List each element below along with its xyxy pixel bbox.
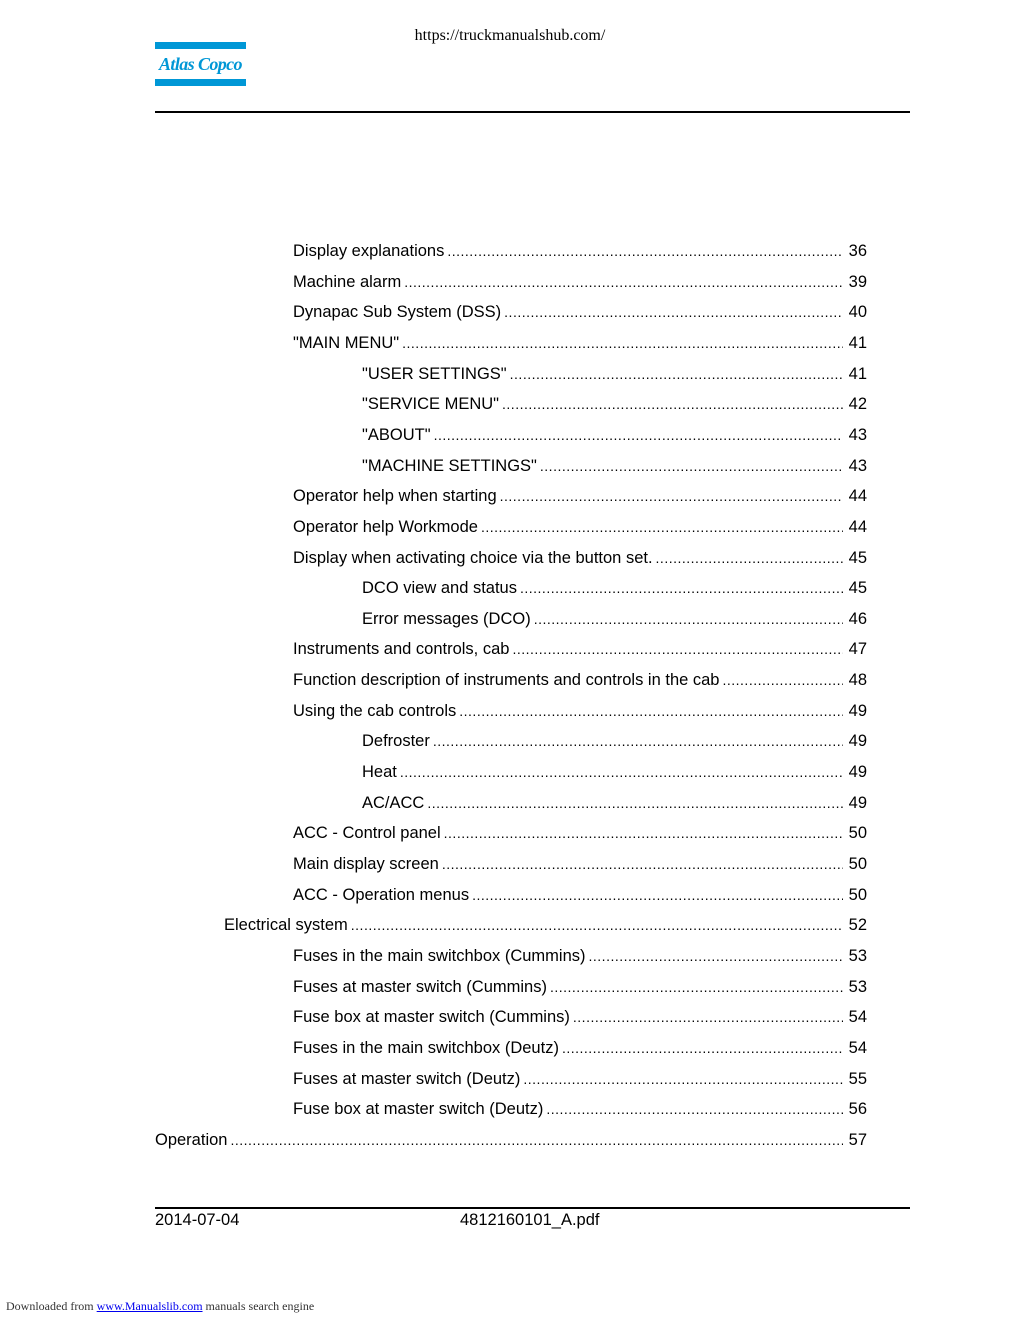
toc-entry-page: 50 — [848, 886, 867, 904]
toc-entry[interactable] — [293, 332, 867, 354]
toc-entry-label: Function description of instruments and controls in the cab — [293, 671, 720, 689]
toc-dot-leader — [540, 455, 843, 477]
manualslib-link[interactable]: www.Manualslib.com — [96, 1299, 203, 1313]
toc-entry-label: Using the cab controls — [293, 702, 457, 720]
download-note-prefix: Downloaded from — [6, 1299, 94, 1313]
toc-entry-page: 47 — [848, 640, 867, 658]
toc-entry-page: 48 — [848, 671, 867, 689]
toc-entry-page: 44 — [848, 518, 867, 536]
toc-entry-page: 46 — [848, 610, 867, 628]
toc-entry[interactable] — [362, 424, 867, 446]
toc-entry[interactable] — [362, 792, 867, 814]
toc-dot-leader — [523, 1068, 843, 1090]
toc-entry-label: ACC - Control panel — [293, 824, 441, 842]
toc-entry-page: 49 — [848, 702, 867, 720]
toc-entry-label: Main display screen — [293, 855, 439, 873]
toc-entry-page: 45 — [848, 549, 867, 567]
toc-entry-label: AC/ACC — [362, 794, 425, 812]
toc-entry[interactable] — [293, 638, 867, 660]
toc-entry-label: DCO view and status — [362, 579, 517, 597]
toc-entry[interactable] — [293, 669, 867, 691]
toc-entry[interactable] — [293, 271, 867, 293]
toc-dot-leader — [722, 669, 843, 691]
toc-dot-leader — [447, 240, 843, 262]
toc-dot-leader — [351, 914, 843, 936]
toc-dot-leader — [230, 1129, 843, 1151]
toc-entry[interactable] — [362, 363, 867, 385]
toc-dot-leader — [520, 577, 843, 599]
toc-entry-label: "ABOUT" — [362, 426, 431, 444]
footer-rule — [155, 1207, 910, 1209]
toc-dot-leader — [404, 271, 843, 293]
toc-entry[interactable] — [155, 1129, 867, 1151]
toc-entry-label: Fuses at master switch (Deutz) — [293, 1070, 521, 1088]
toc-entry-label: Error messages (DCO) — [362, 610, 531, 628]
toc-dot-leader — [589, 945, 843, 967]
toc-entry-label: Operation — [155, 1131, 228, 1149]
toc-entry-label: Machine alarm — [293, 273, 402, 291]
toc-dot-leader — [427, 792, 843, 814]
toc-dot-leader — [434, 424, 843, 446]
toc-entry-page: 43 — [848, 457, 867, 475]
toc-entry-page: 50 — [848, 824, 867, 842]
toc-entry-page: 41 — [848, 334, 867, 352]
download-note-suffix: manuals search engine — [205, 1299, 315, 1313]
toc-dot-leader — [433, 730, 843, 752]
toc-dot-leader — [472, 884, 843, 906]
toc-dot-leader — [442, 853, 843, 875]
toc-entry-label: Fuses in the main switchbox (Deutz) — [293, 1039, 559, 1057]
toc-entry-label: Operator help when starting — [293, 487, 497, 505]
toc-entry-page: 52 — [848, 916, 867, 934]
toc-entry-page: 39 — [848, 273, 867, 291]
toc-entry-page: 41 — [848, 365, 867, 383]
toc-entry[interactable] — [293, 485, 867, 507]
toc-entry-label: Heat — [362, 763, 397, 781]
toc-dot-leader — [444, 822, 843, 844]
toc-dot-leader — [512, 638, 843, 660]
toc-entry-label: Electrical system — [224, 916, 348, 934]
toc-entry[interactable] — [362, 455, 867, 477]
toc-entry-page: 45 — [848, 579, 867, 597]
toc-entry[interactable] — [293, 700, 867, 722]
toc-entry[interactable] — [362, 730, 867, 752]
toc-dot-leader — [504, 301, 843, 323]
toc-entry-page: 55 — [848, 1070, 867, 1088]
logo-band-top — [155, 42, 246, 49]
toc-entry-label: Fuses in the main switchbox (Cummins) — [293, 947, 586, 965]
toc-entry-label: Display when activating choice via the button set. — [293, 549, 653, 567]
header-rule — [155, 111, 910, 113]
toc-entry[interactable] — [293, 1006, 867, 1028]
toc-entry[interactable] — [293, 1068, 867, 1090]
toc-entry[interactable] — [293, 945, 867, 967]
toc-entry[interactable] — [293, 547, 867, 569]
toc-entry-page: 44 — [848, 487, 867, 505]
toc-entry-page: 40 — [848, 303, 867, 321]
toc-entry-label: Fuse box at master switch (Cummins) — [293, 1008, 570, 1026]
toc-entry-page: 57 — [848, 1131, 867, 1149]
toc-entry-page: 53 — [848, 978, 867, 996]
toc-entry-label: Fuses at master switch (Cummins) — [293, 978, 547, 996]
toc-entry-label: Operator help Workmode — [293, 518, 478, 536]
toc-entry-page: 49 — [848, 732, 867, 750]
toc-dot-leader — [459, 700, 843, 722]
toc-dot-leader — [656, 547, 843, 569]
toc-entry[interactable] — [293, 1037, 867, 1059]
toc-dot-leader — [502, 393, 843, 415]
toc-entry-page: 49 — [848, 763, 867, 781]
toc-entry[interactable] — [293, 822, 867, 844]
footer-filename: 4812160101_A.pdf — [460, 1211, 600, 1229]
download-note — [6, 1299, 314, 1314]
toc-dot-leader — [534, 608, 843, 630]
toc-entry-label: Instruments and controls, cab — [293, 640, 510, 658]
toc-entry[interactable] — [293, 516, 867, 538]
toc-entry[interactable] — [293, 853, 867, 875]
atlas-copco-logo — [155, 42, 246, 86]
toc-dot-leader — [573, 1006, 843, 1028]
toc-entry-page: 56 — [848, 1100, 867, 1118]
toc-entry-label: "SERVICE MENU" — [362, 395, 500, 413]
toc-entry[interactable] — [293, 884, 867, 906]
toc-dot-leader — [546, 1098, 843, 1120]
toc-entry-label: Defroster — [362, 732, 430, 750]
toc-entry-label: "MAIN MENU" — [293, 334, 400, 352]
toc-dot-leader — [500, 485, 843, 507]
footer-date: 2014-07-04 — [155, 1211, 240, 1229]
toc-entry[interactable] — [224, 914, 867, 936]
toc-entry-page: 36 — [848, 242, 867, 260]
toc-entry-page: 53 — [848, 947, 867, 965]
toc-entry-label: ACC - Operation menus — [293, 886, 470, 904]
toc-entry-label: Display explanations — [293, 242, 445, 260]
toc-entry-page: 54 — [848, 1039, 867, 1057]
toc-dot-leader — [402, 332, 843, 354]
toc-entry-label: Dynapac Sub System (DSS) — [293, 303, 502, 321]
toc-entry[interactable] — [362, 577, 867, 599]
toc-entry-label: "MACHINE SETTINGS" — [362, 457, 537, 475]
toc-entry[interactable] — [362, 393, 867, 415]
toc-entry-page: 42 — [848, 395, 867, 413]
logo-band-bottom — [155, 79, 246, 86]
toc-entry-page: 43 — [848, 426, 867, 444]
toc-dot-leader — [400, 761, 843, 783]
toc-entry[interactable] — [362, 761, 867, 783]
toc-entry-page: 54 — [848, 1008, 867, 1026]
toc-dot-leader — [481, 516, 843, 538]
header-url: https://truckmanualshub.com/ — [414, 27, 606, 44]
page-footer — [155, 1211, 910, 1231]
toc-entry[interactable] — [293, 976, 867, 998]
toc-dot-leader — [562, 1037, 843, 1059]
toc-dot-leader — [510, 363, 843, 385]
toc-entry[interactable] — [293, 240, 867, 262]
toc-dot-leader — [550, 976, 843, 998]
toc-entry-label: Fuse box at master switch (Deutz) — [293, 1100, 544, 1118]
toc-entry[interactable] — [362, 608, 867, 630]
toc-entry[interactable] — [293, 1098, 867, 1120]
toc-entry-label: "USER SETTINGS" — [362, 365, 507, 383]
toc-entry-page: 50 — [848, 855, 867, 873]
logo-wordmark: Atlas Copco — [159, 54, 242, 74]
toc-entry-page: 49 — [848, 794, 867, 812]
toc-entry[interactable] — [293, 301, 867, 323]
